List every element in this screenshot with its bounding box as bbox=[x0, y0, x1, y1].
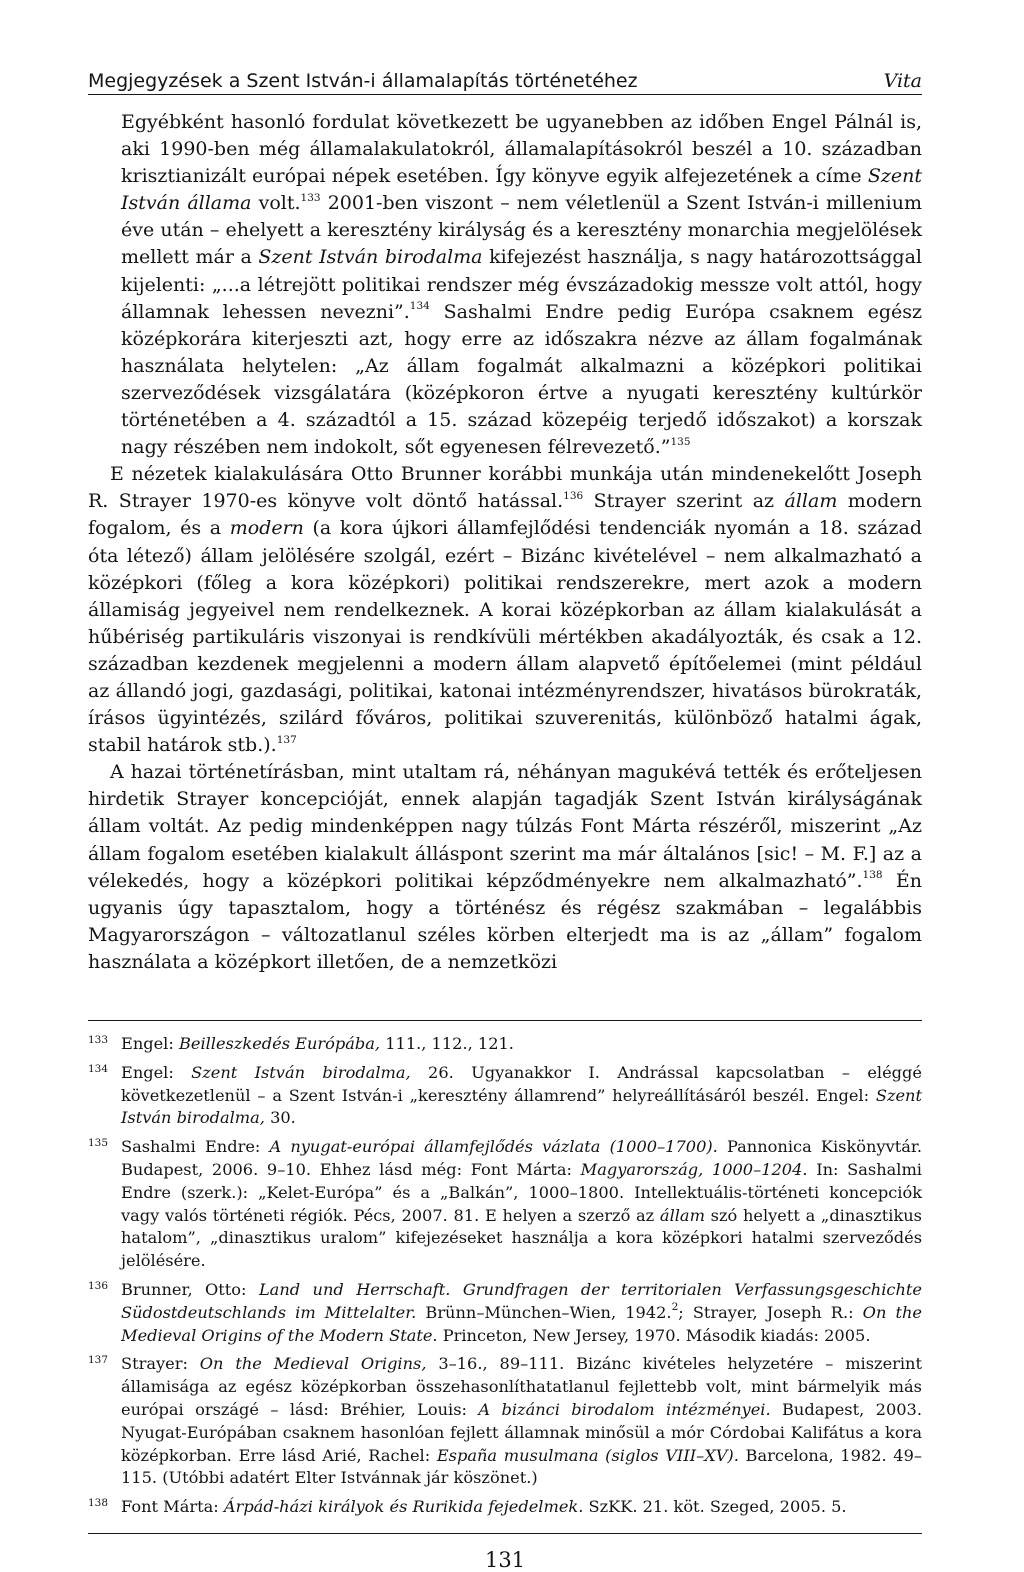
text-run: Egyébként hasonló fordulat következett be ugyanebben az időben Engel Pálnál is, aki 1990-ben még államalakulatokról, államalapításokról beszél a 10. században krisztianizált európai népek esetében. Így könyve egyik alfejezetének a címe bbox=[121, 111, 922, 188]
text-run: volt. bbox=[251, 192, 301, 215]
footnote bbox=[88, 1496, 922, 1519]
italic-text: Magyarország, 1000–1204. bbox=[580, 1159, 808, 1179]
footnote-ref: 138 bbox=[862, 869, 883, 882]
paragraph bbox=[88, 759, 922, 976]
italic-text: Beilleszkedés Európába, bbox=[178, 1034, 381, 1053]
text-run: 30. bbox=[264, 1108, 296, 1128]
footnote-text bbox=[121, 1497, 847, 1516]
italic-text: Szent István birodalma bbox=[258, 246, 483, 269]
italic-text: modern bbox=[229, 517, 304, 540]
footnote-number: 137 bbox=[88, 1354, 109, 1367]
footnote-text bbox=[121, 1034, 514, 1053]
text-run: kifejezést használja, s nagy határozottsággal kijelenti: „...a létrejött politikai rendszer még évszázadokig messze volt attól, hogy államnak lehessen nevezni”. bbox=[121, 246, 922, 323]
italic-text: Szent István állama bbox=[121, 165, 922, 215]
page-bottom-rule bbox=[88, 1533, 922, 1534]
text-run: 2001-ben viszont – nem véletlenül a Szent István-i millenium éve után – ehelyett a keresztény királyság és a keresztény monarchia megjelölések mellett már a bbox=[121, 192, 923, 269]
paragraph bbox=[88, 461, 922, 759]
running-title: Megjegyzések a Szent István-i államalapítás történetéhez bbox=[88, 70, 638, 92]
page-number: 131 bbox=[484, 1547, 526, 1572]
body-text bbox=[88, 109, 922, 976]
italic-text: On the Medieval Origins of the Modern State. bbox=[121, 1302, 922, 1345]
text-run: Strayer: bbox=[121, 1354, 200, 1374]
text-run: Brunner, Otto: bbox=[121, 1279, 259, 1299]
italic-text: Szent István birodalma, bbox=[191, 1062, 411, 1082]
text-run: Princeton, New Jersey, 1970. Második kiadás: 2005. bbox=[437, 1325, 871, 1345]
italic-text: Land und Herrschaft. Grundfragen der territorialen Verfassungsgeschichte Südostdeutschlands im Mittelalter. bbox=[121, 1279, 922, 1322]
text-run: (a kora újkori államfejlődési tendenciák nyomán a 18. század óta létező) állam jelölésére szolgál, ezért – Bizánc kivételével – nem alkalmazható a középkori (főleg a kora középkori) politikai rendszerekre, mert azok a modern államiság jegyeivel nem rendelkeznek. A korai középkorban az állam kialakulását a hűbériség partikuláris viszonyai is rendkívüli mértékben akadályozták, és csak a 12. században kezdenek megjelenni a modern állam alapvető építőelemei (mint például az állandó jogi, gazdasági, politikai, katonai intézményrendszer, hivatásos bürokraták, írásos ügyintézés, szilárd főváros, politikai szuverenitás, különböző hatalmi ágak, stabil határok stb.). bbox=[88, 517, 922, 757]
text-run: Pannonica Kiskönyvtár. Budapest, 2006. 9–10. Ehhez lásd még: Font Márta: bbox=[121, 1137, 922, 1179]
text-run: modern fogalom, és a bbox=[88, 490, 922, 540]
footnote-ref: 2 bbox=[671, 1301, 679, 1314]
footnote bbox=[88, 1353, 922, 1490]
text-run: Én ugyanis úgy tapasztalom, hogy a történész és régész szakmában – legalábbis Magyarországon – változatlanul széles körben elterjedt ma is az „állam” fogalom használata a középkort illetően, de a nemzetközi bbox=[88, 869, 922, 973]
footnote bbox=[88, 1033, 922, 1056]
text-run: Engel: bbox=[121, 1062, 192, 1082]
italic-text: Árpád-házi királyok és Rurikida fejedelmek. bbox=[223, 1497, 584, 1517]
text-run: Font Márta: bbox=[121, 1497, 224, 1517]
section-label: Vita bbox=[883, 70, 922, 92]
italic-text: állam bbox=[784, 490, 838, 513]
text-run: szó helyett a „dinasztikus hatalom”, „dinasztikus uralom” kifejezéseket használja a kora középkori hatalmi szerveződés jelölésére. bbox=[121, 1205, 922, 1271]
footnote-text bbox=[121, 1354, 922, 1487]
footnote-number: 134 bbox=[88, 1062, 109, 1075]
text-run: ; Strayer, Joseph R.: bbox=[678, 1302, 863, 1322]
italic-text: A bizánci birodalom intézményei. bbox=[478, 1399, 771, 1419]
text-run: Brünn–München–Wien, 1942. bbox=[416, 1302, 672, 1322]
footnote-ref: 135 bbox=[670, 435, 691, 448]
text-run: SzKK. 21. köt. Szeged, 2005. 5. bbox=[583, 1497, 847, 1517]
footnote bbox=[88, 1279, 922, 1347]
footnotes bbox=[88, 1033, 922, 1519]
footnote-text bbox=[121, 1137, 922, 1270]
footnote-number: 135 bbox=[88, 1137, 109, 1150]
running-header bbox=[88, 70, 922, 95]
footnote bbox=[88, 1136, 922, 1273]
text-run: 3–16., 89–111. Bizánc kivételes helyzetére – miszerint államisága az egész középkorban összehasonlíthatatlanul fejlettebb volt, mint bármelyik más európai országé – lásd: Bréhier, Louis: bbox=[121, 1354, 922, 1419]
footnote-number: 133 bbox=[88, 1034, 109, 1046]
footnote-text bbox=[121, 1063, 922, 1128]
italic-text: állam bbox=[659, 1205, 705, 1225]
text-run: Barcelona, 1982. 49–115. (Utóbbi adatért Elter Istvánnak jár köszönet.) bbox=[121, 1445, 922, 1488]
text-run: Sashalmi Endre pedig Európa csaknem egész középkorára kiterjeszti azt, hogy erre az időszakra nézve az állam fogalmának használata helytelen: „Az állam fogalmát alkalmazni a középkori politikai szerveződések vizsgálatára (középkoron értve a nyugati keresztény kultúrkör történetében a 4. századtól a 15. század közepéig terjedő időszakot) a korszak nagy részében nem indokolt, sőt egyenesen félrevezető.” bbox=[121, 300, 922, 459]
text-run: Sashalmi Endre: bbox=[121, 1137, 270, 1157]
footnote-ref: 133 bbox=[300, 191, 321, 204]
page bbox=[88, 70, 922, 1572]
footnote-ref: 136 bbox=[563, 489, 584, 502]
text-run: A hazai történetírásban, mint utaltam rá, néhányan magukévá tették és erőteljesen hirdetik Strayer koncepcióját, ennek alapján tagadják Szent István királyságának állam voltát. Az pedig mindenképpen nagy túlzás Font Márta részéről, miszerint „Az állam fogalom esetében kialakult álláspont szerint ma már általános [sic! – M. F.] az a vélekedés, hogy a középkori politikai képződményekre nem alkalmazható”. bbox=[88, 761, 922, 892]
footnote-number: 136 bbox=[88, 1279, 109, 1292]
text-run: E nézetek kialakulására Otto Brunner korábbi munkája után mindenekelőtt Joseph R. Strayer 1970-es könyve volt döntő hatással. bbox=[88, 463, 922, 513]
footnote-ref: 137 bbox=[276, 733, 297, 746]
italic-text: On the Medieval Origins, bbox=[199, 1354, 427, 1374]
italic-text: A nyugat-európai államfejlődés vázlata (1000–1700). bbox=[269, 1137, 718, 1157]
footnote-text bbox=[121, 1280, 922, 1345]
text-run: In: Sashalmi Endre (szerk.): „Kelet-Európa” és a „Balkán”, 1000–1800. Intellektuális-történeti koncepciók vagy valós történeti régiók. Pécs, 2007. 81. E helyen a szerző az bbox=[121, 1159, 922, 1225]
footnote-ref: 134 bbox=[409, 300, 430, 313]
footnote bbox=[88, 1062, 922, 1130]
text-run: 26. Ugyanakkor I. Andrással kapcsolatban – eléggé következetlenül – a Szent István-i „keresztény államrend” helyreállításáról beszél. Engel: bbox=[121, 1062, 922, 1105]
footnote-number: 138 bbox=[88, 1497, 109, 1510]
italic-text: Szent István birodalma, bbox=[121, 1085, 922, 1128]
text-run: Engel: bbox=[121, 1034, 179, 1053]
italic-text: España musulmana (siglos VIII–XV). bbox=[436, 1445, 739, 1465]
text-run: 111., 112., 121. bbox=[380, 1034, 514, 1053]
paragraph bbox=[88, 109, 922, 461]
text-run: Budapest, 2003. Nyugat-Európában csaknem hasonlóan fejlett államnak minősül a mór Córdobai Kalifátus a kora középkorban. Erre lásd Arié, Rachel: bbox=[121, 1399, 922, 1465]
footnote-divider bbox=[88, 1020, 922, 1021]
text-run: Strayer szerint az bbox=[583, 490, 785, 513]
